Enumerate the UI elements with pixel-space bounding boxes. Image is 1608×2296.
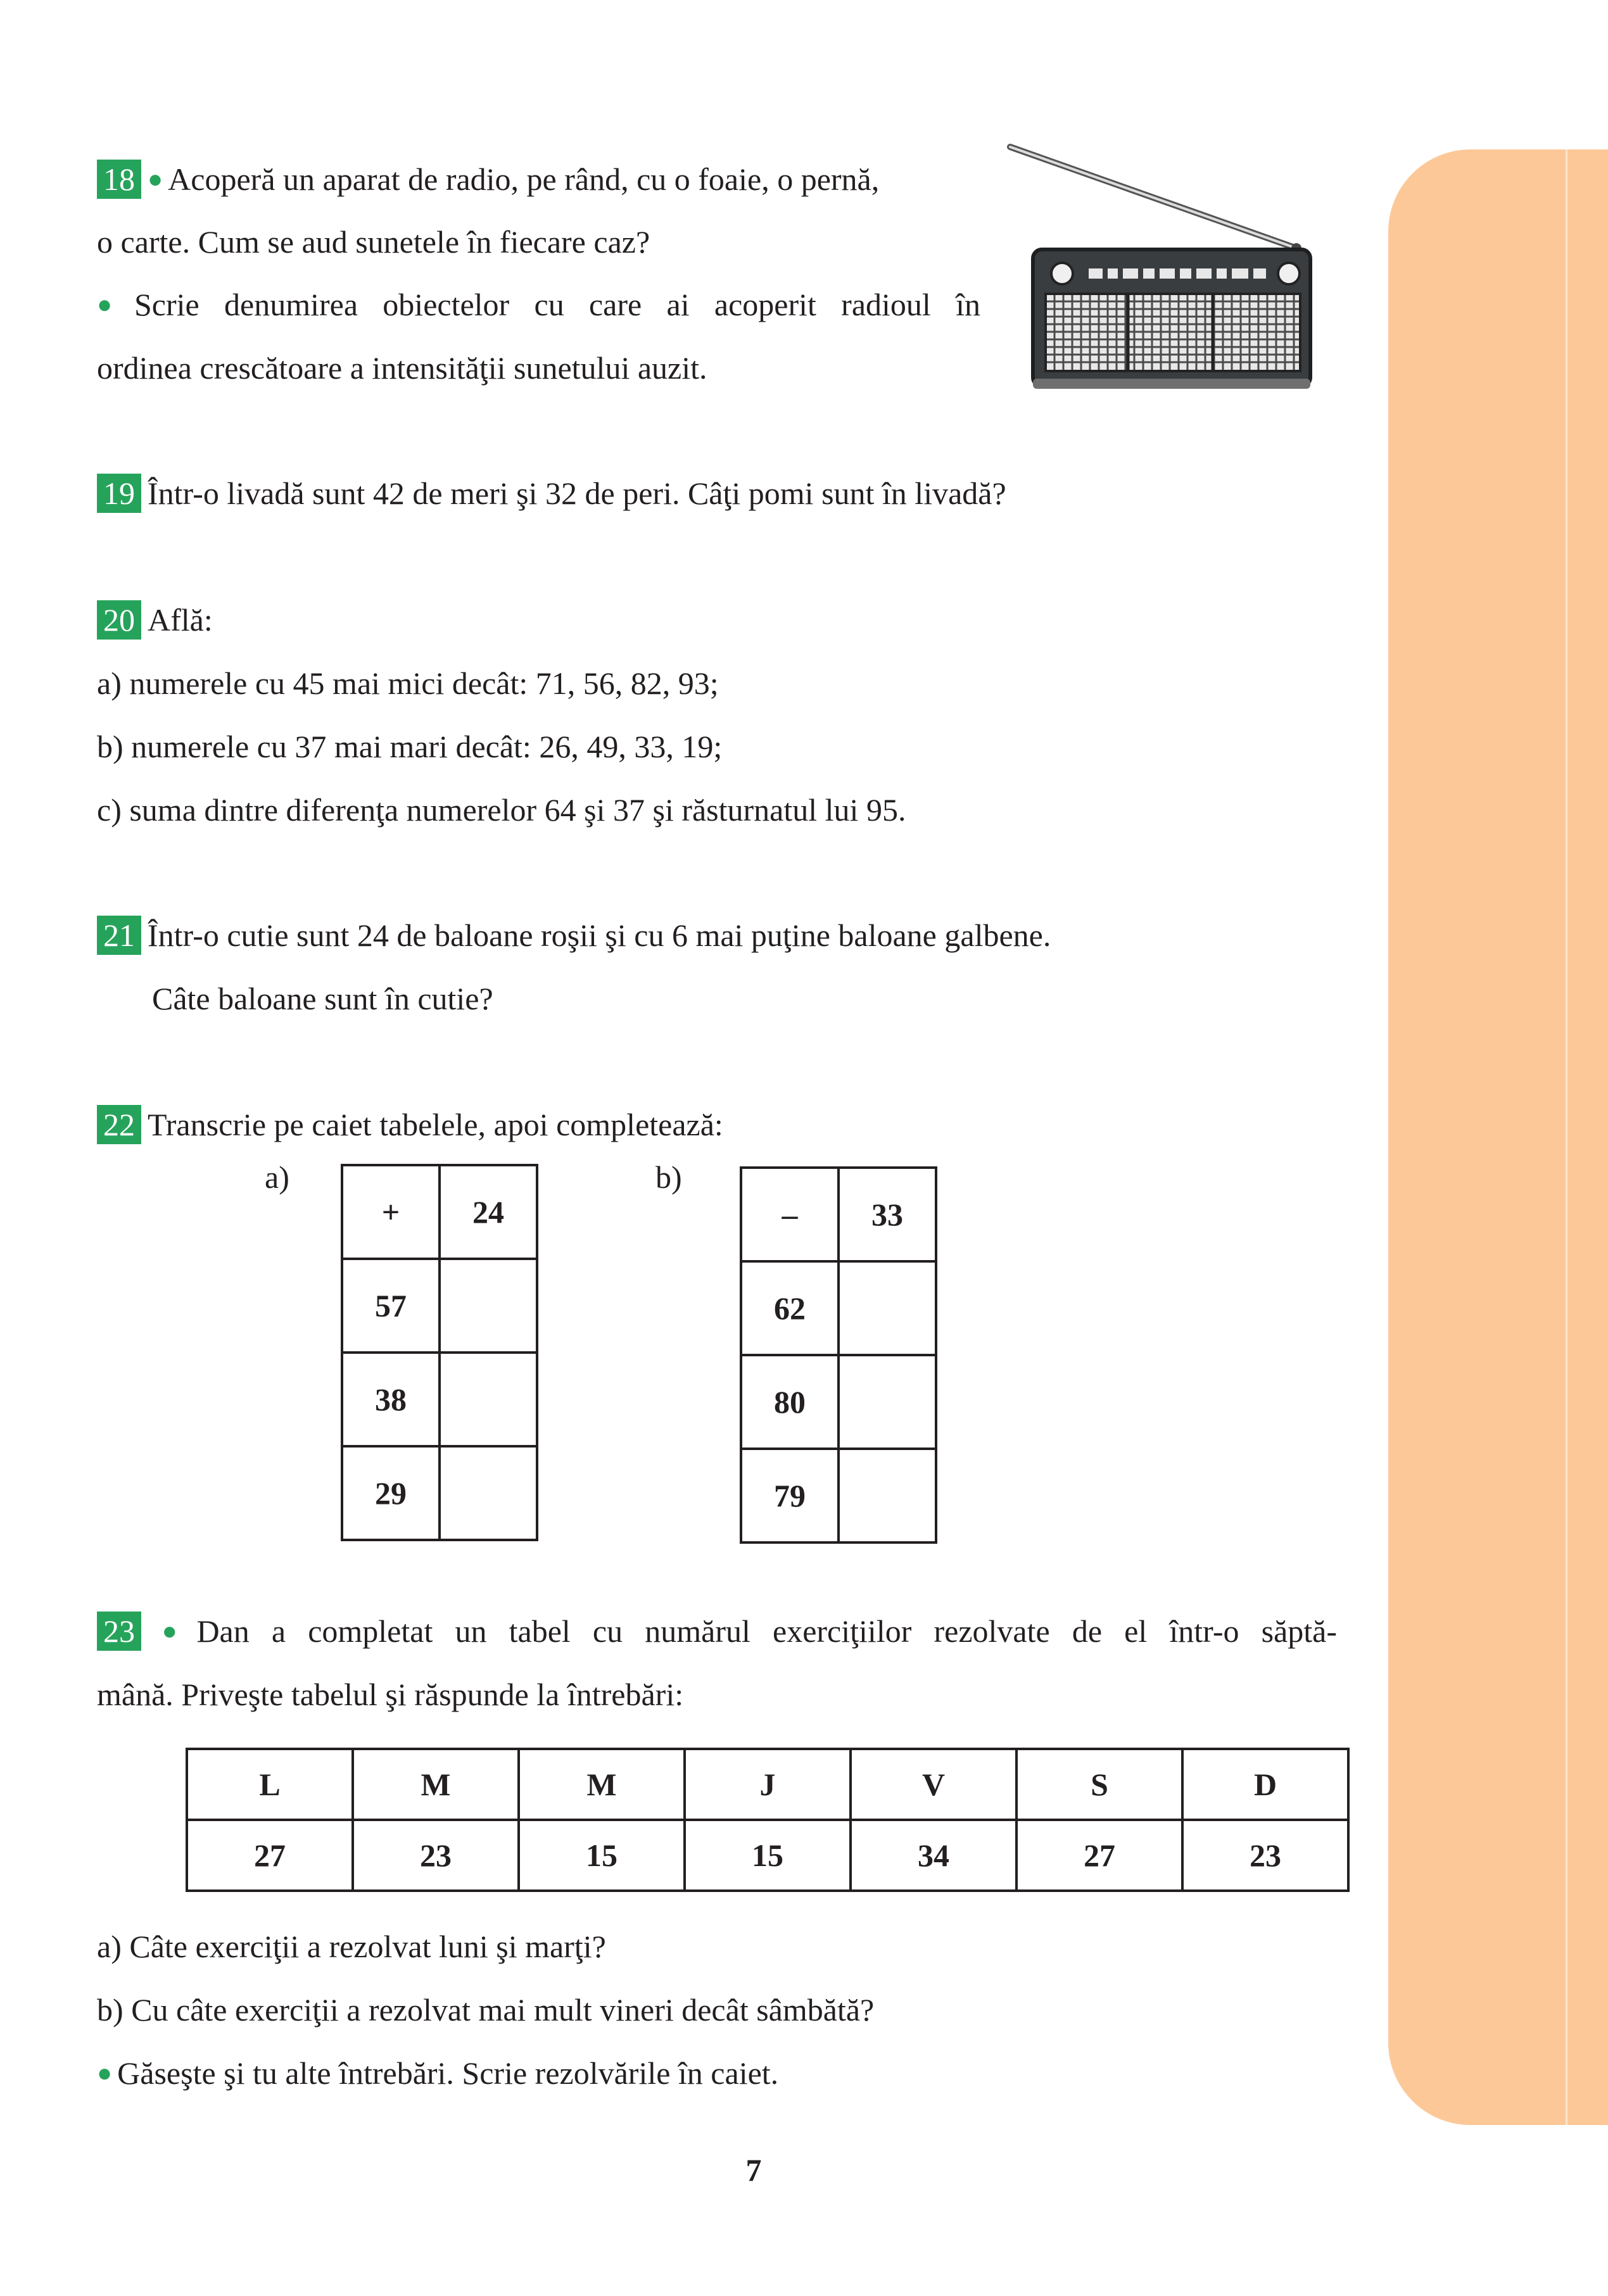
- exercise-number: 20: [97, 600, 141, 640]
- answer-cell: [839, 1261, 936, 1355]
- exercise-item: a) numerele cu 45 mai mici decât: 71, 56, 82, 93;: [97, 665, 719, 701]
- count-cell: 15: [685, 1820, 851, 1891]
- weekly-exercises-table: [186, 1748, 1350, 1892]
- exercise-number: 21: [97, 916, 141, 955]
- exercise-text: Într-o livadă sunt 42 de meri şi 32 de peri. Câţi pomi sunt în livadă?: [148, 476, 1006, 511]
- bullet-icon: ●: [97, 290, 129, 319]
- table-row: [187, 1749, 1348, 1820]
- exercise-text: Dan a completat un tabel cu numărul exerciţiilor rezolvate de el într-o săptă-: [196, 1613, 1337, 1649]
- day-header: M: [353, 1749, 519, 1820]
- day-header: J: [685, 1749, 851, 1820]
- day-header: V: [851, 1749, 1016, 1820]
- row-value: 79: [741, 1449, 839, 1542]
- exercise-text: Află:: [148, 602, 213, 638]
- radio-illustration: [1004, 139, 1320, 399]
- table-b-label: b): [655, 1159, 682, 1195]
- exercise-number: 22: [97, 1105, 141, 1144]
- exercise-item: b) numerele cu 37 mai mari decât: 26, 49, 33, 19;: [97, 729, 723, 764]
- exercise-number: 19: [97, 474, 141, 513]
- operator-cell: –: [741, 1168, 839, 1261]
- row-value: 57: [342, 1259, 440, 1353]
- exercise-text: mână. Priveşte tabelul şi răspunde la întrebări:: [97, 1677, 684, 1712]
- row-value: 29: [342, 1446, 440, 1540]
- count-cell: 23: [1182, 1820, 1348, 1891]
- exercise-item: c) suma dintre diferenţa numerelor 64 şi 37 şi răsturnatul lui 95.: [97, 792, 906, 828]
- operand-cell: 24: [440, 1165, 537, 1259]
- count-cell: 27: [187, 1820, 353, 1891]
- count-cell: 34: [851, 1820, 1016, 1891]
- question-c: Găseşte şi tu alte întrebări. Scrie rezolvările în caiet.: [117, 2055, 779, 2091]
- row-value: 62: [741, 1261, 839, 1355]
- operand-cell: 33: [839, 1168, 936, 1261]
- exercise-text: Într-o cutie sunt 24 de baloane roşii şi cu 6 mai puţine baloane galbene.: [148, 918, 1051, 953]
- count-cell: 15: [519, 1820, 685, 1891]
- exercise-text: Scrie denumirea obiectelor cu care ai acoperit radioul în: [134, 287, 980, 322]
- operator-cell: +: [342, 1165, 440, 1259]
- count-cell: 27: [1016, 1820, 1182, 1891]
- day-header: L: [187, 1749, 353, 1820]
- count-cell: 23: [353, 1820, 519, 1891]
- table-a-label: a): [265, 1159, 289, 1195]
- question-b: b) Cu câte exerciţii a rezolvat mai mult vineri decât sâmbătă?: [97, 1992, 875, 2028]
- answer-cell: [440, 1446, 537, 1540]
- table-row: [187, 1820, 1348, 1891]
- addition-table: [341, 1164, 538, 1541]
- day-header: D: [1182, 1749, 1348, 1820]
- bullet-icon: ●: [97, 2059, 113, 2087]
- page-number: 7: [745, 2152, 762, 2188]
- exercise-number: 23: [97, 1612, 141, 1651]
- subtraction-table: [740, 1166, 937, 1544]
- side-tab-edge: [1566, 149, 1576, 2125]
- exercise-text: Acoperă un aparat de radio, pe rând, cu o foaie, o pernă,: [168, 161, 880, 197]
- answer-cell: [839, 1449, 936, 1542]
- row-value: 38: [342, 1353, 440, 1446]
- bullet-icon: ●: [148, 1617, 192, 1645]
- day-header: M: [519, 1749, 685, 1820]
- day-header: S: [1016, 1749, 1182, 1820]
- answer-cell: [440, 1259, 537, 1353]
- row-value: 80: [741, 1355, 839, 1449]
- exercise-text: Câte baloane sunt în cutie?: [152, 981, 493, 1016]
- exercise-text: o carte. Cum se aud sunetele în fiecare caz?: [97, 224, 650, 260]
- exercise-text: Transcrie pe caiet tabelele, apoi completează:: [148, 1107, 723, 1142]
- answer-cell: [440, 1353, 537, 1446]
- exercise-text: ordinea crescătoare a intensităţii sunetului auzit.: [97, 350, 707, 386]
- question-a: a) Câte exerciţii a rezolvat luni şi marţi?: [97, 1929, 606, 1964]
- exercise-number: 18: [97, 160, 141, 199]
- bullet-icon: ●: [148, 165, 163, 193]
- answer-cell: [839, 1355, 936, 1449]
